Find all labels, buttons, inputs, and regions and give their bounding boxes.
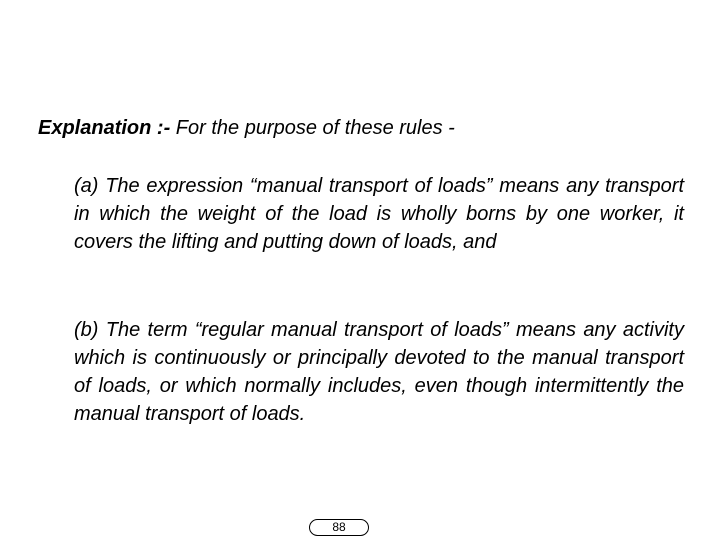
explanation-heading (38, 116, 698, 140)
page-number-badge: 88 (309, 519, 369, 536)
explanation-lead: Explanation :- (38, 117, 171, 139)
explanation-text: For the purpose of these rules - (170, 117, 455, 139)
clause-b: (b) The term “regular manual transport of loads” means any activity which is continuously or principally devoted to the manual transport of loads, or which normally includes, even though intermittently the manual transport of loads. (74, 319, 684, 425)
clause-a: (a) The expression “manual transport of loads” means any transport in which the weight of the load is wholly borns by one worker, it covers the lifting and putting down of loads, and (74, 175, 684, 253)
